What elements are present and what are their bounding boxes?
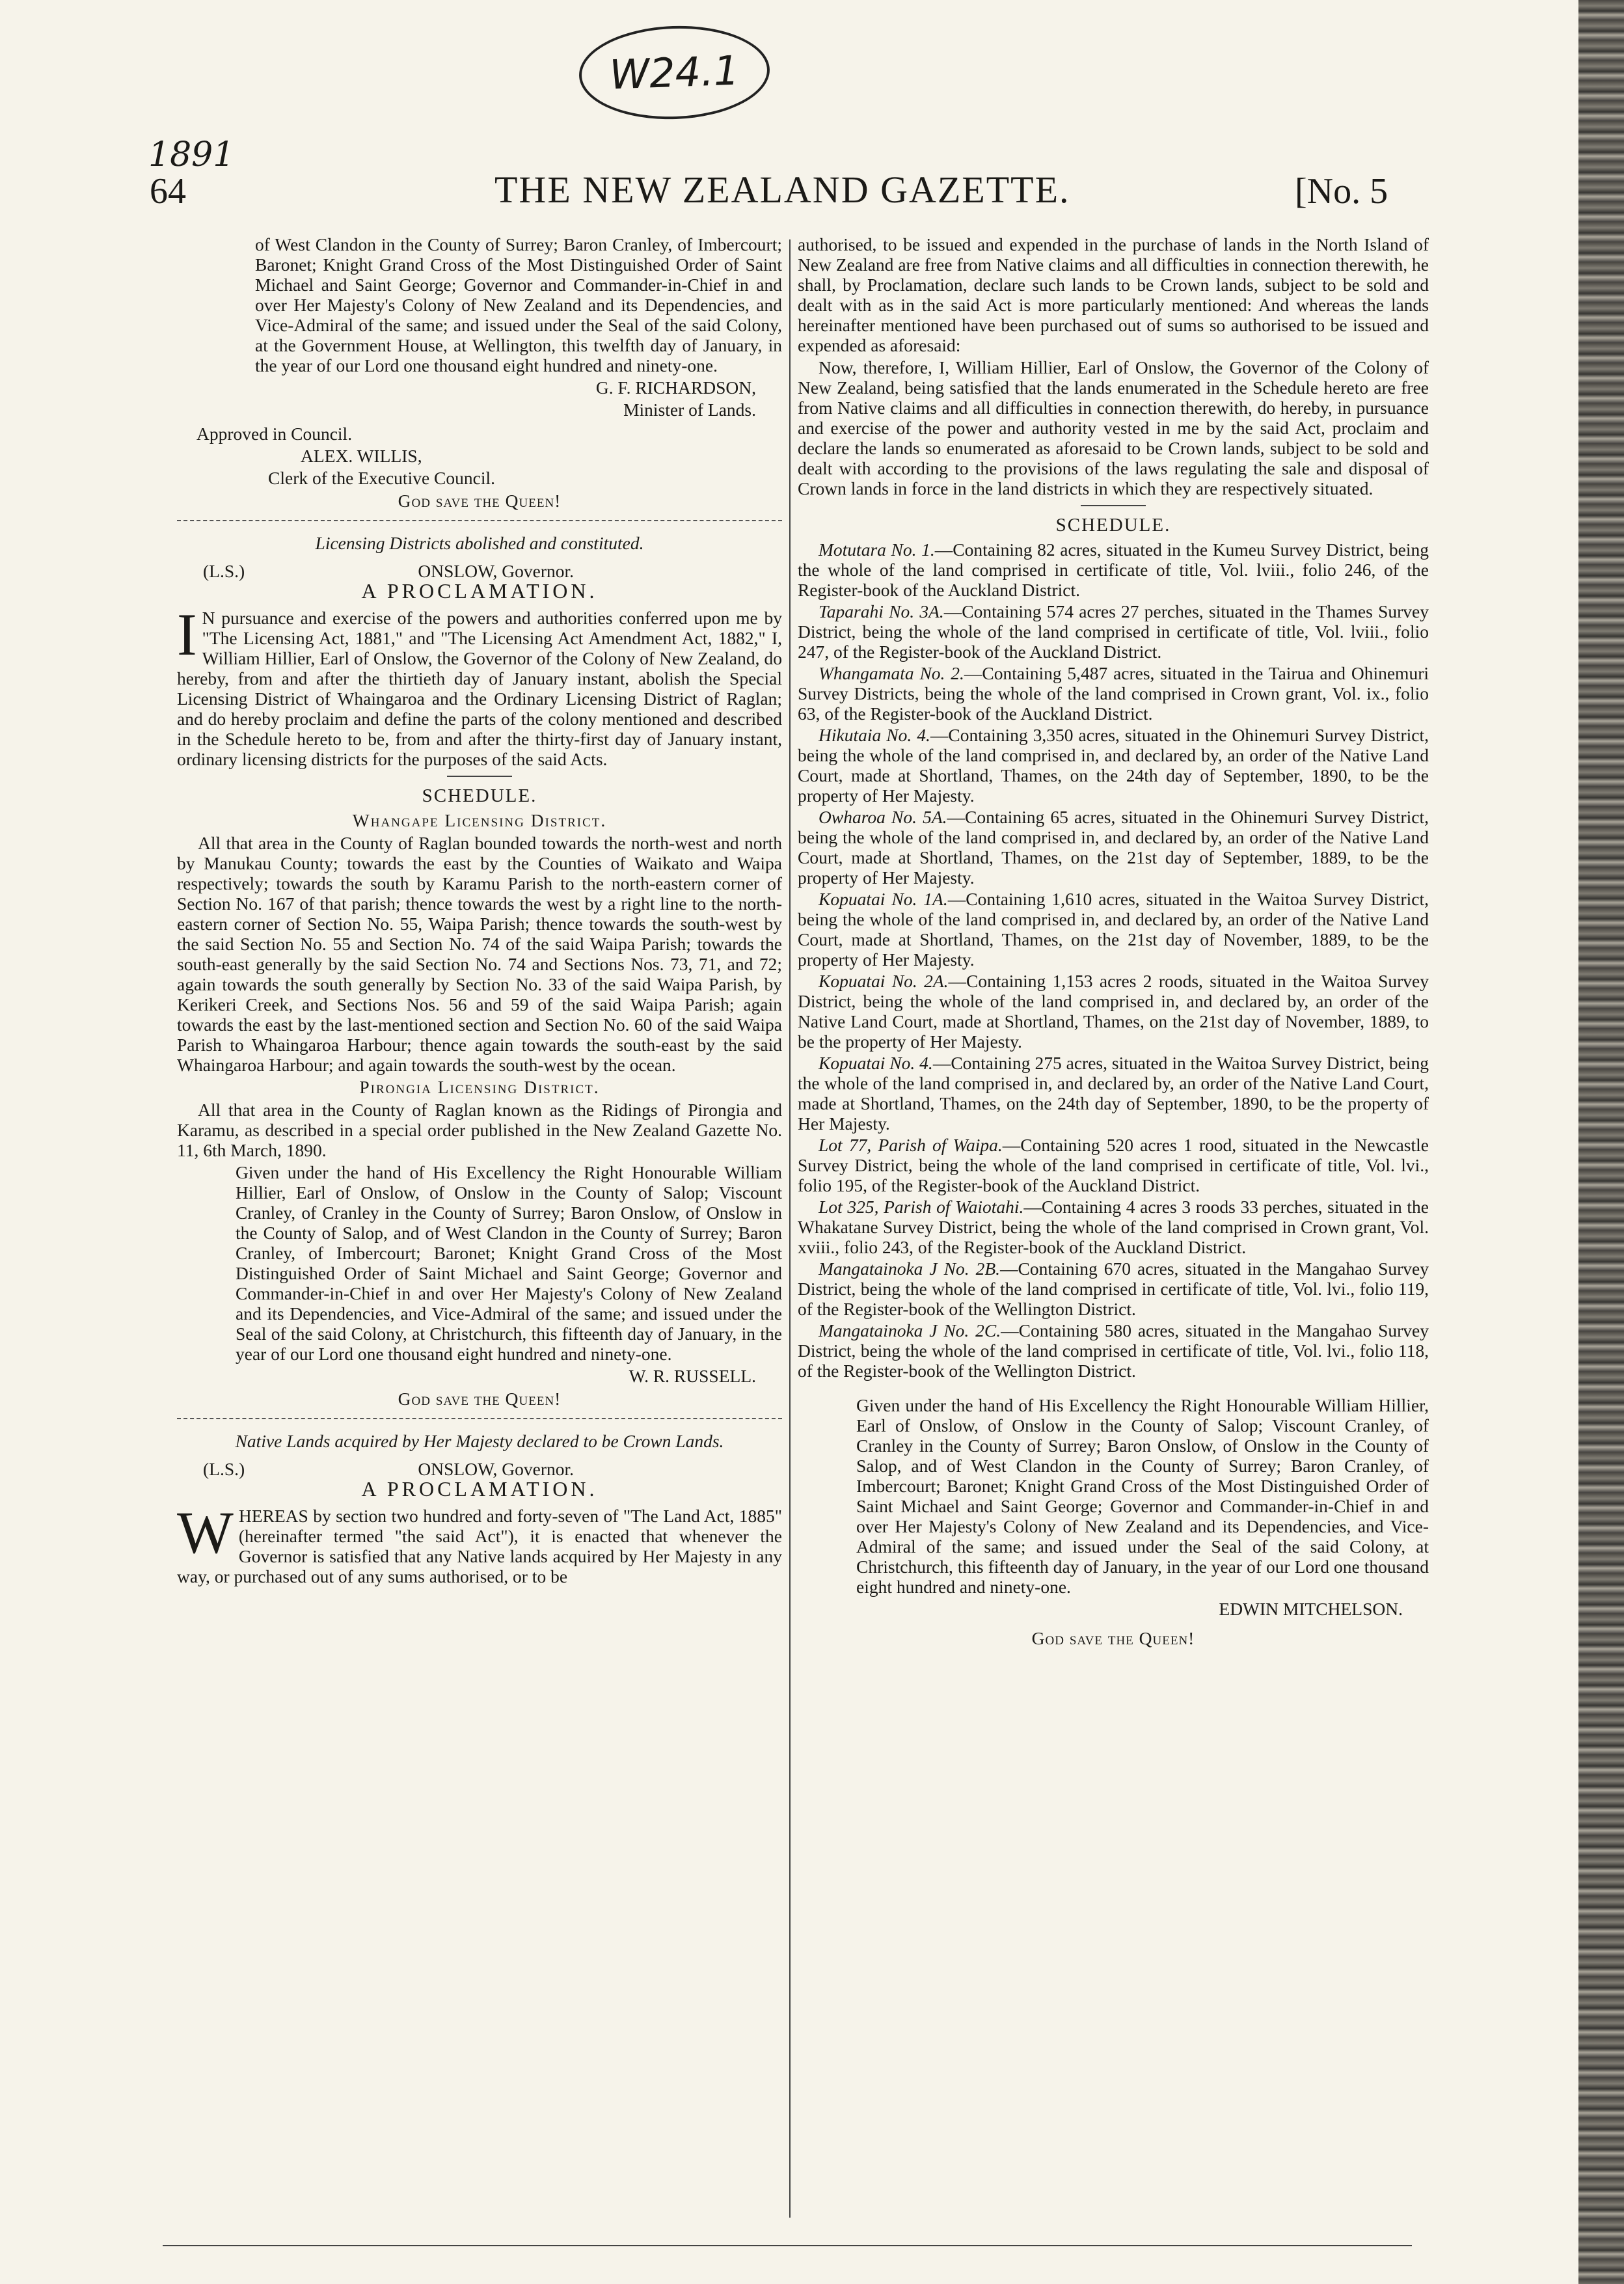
entry-name: Hikutaia No. 4. bbox=[819, 725, 930, 745]
entry-name: Motutara No. 1. bbox=[819, 539, 935, 560]
governor-line: ONSLOW, Governor. bbox=[418, 1459, 574, 1479]
right-column bbox=[798, 234, 1429, 1651]
district-text-pirongia: All that area in the County of Raglan known as the Ridings of Pirongia and Karamu, as described in a special order published in the New Zealand Gazette No. 11, 6th March, 1890. bbox=[177, 1100, 782, 1160]
entry-name: Mangatainoka J No. 2B. bbox=[819, 1258, 1001, 1279]
approved-in-council: Approved in Council. bbox=[196, 424, 353, 444]
short-rule bbox=[1081, 505, 1146, 506]
god-save-the-queen: God save the Queen! bbox=[1031, 1628, 1195, 1648]
proclamation-body bbox=[177, 601, 782, 769]
entry-text: —Containing 670 acres, situated in the Mangahao Survey District, being the whole of the land comprised in certificate of title, Vol. lvi., folio 119, of the Register-book of the Wellington District. bbox=[798, 1258, 1429, 1319]
signatory-title: Minister of Lands. bbox=[623, 400, 756, 420]
section-divider bbox=[177, 1418, 782, 1419]
schedule-entry bbox=[798, 1320, 1429, 1381]
district-text-whangape: All that area in the County of Raglan bounded towards the north-west and north by Manukau County; towards the east by the Counties of Waikato and Waipa respectively; towards the south by Karamu Parish to the north-eastern corner of Section No. 167 of that parish; thence towards the west by a right line to the north-eastern corner of Section No. 55, Waipa Parish; thence towards the south-west by the said Section No. 55 and Section No. 74 of the said Waipa Parish; towards the south-east generally by the said Section No. 74 and Sections Nos. 73, 71, and 72; again towards the south generally by Section No. 33 of the said Waipa Parish, by Kerikeri Creek, and Sections Nos. 56 and 59 of the said Waipa Parish; again towards the east by the last-mentioned section and Section No. 60 of the said Waipa Parish to Whaingaroa Harbour; thence again towards the south-east by the said Whaingaroa Harbour; and again towards the south-west by the ocean. bbox=[177, 833, 782, 1075]
entry-text: —Containing 1,610 acres, situated in the Waitoa Survey District, being the whole of the land comprised in, and declared by, an order of the Native Land Court, made at Shortland, Thames, on the 21st day of November, 1889, to be the property of Her Majesty. bbox=[798, 889, 1429, 970]
god-save-the-queen: God save the Queen! bbox=[398, 491, 562, 511]
entry-name: Whangamata No. 2. bbox=[819, 663, 964, 683]
seal-row bbox=[177, 561, 782, 581]
schedule-entry bbox=[798, 539, 1429, 600]
section-heading-licensing: Licensing Districts abolished and constituted. bbox=[315, 533, 644, 553]
page-number: 64 bbox=[150, 171, 186, 211]
given-under-hand: Given under the hand of His Excellency the Right Honourable William Hillier, Earl of Onslow, of Onslow in the County of Salop; Viscount Cranley, of Cranley in the County of Surrey; Baron Onslow, of Onslow in the County of Salop, and of West Clandon in the County of Surrey; Baron Cranley, of Imbercourt; Baronet; Knight Grand Cross of the Most Distinguished Order of Saint Michael and Saint George; Governor and Commander-in-Chief in and over Her Majesty's Colony of New Zealand and its Dependencies, and Vice-Admiral of the same; and issued under the Seal of the said Colony, at Christchurch, this fifteenth day of January, in the year of our Lord one thousand eight hundred and ninety-one. bbox=[236, 1162, 782, 1364]
signatory-mitchelson: EDWIN MITCHELSON. bbox=[1219, 1599, 1403, 1619]
entry-text: —Containing 5,487 acres, situated in the Tairua and Ohinemuri Survey Districts, being the whole of the land comprised in Crown grant, Vol. ix., folio 63, of the Register-book of the Auckland District. bbox=[798, 663, 1429, 724]
proclamation-body bbox=[177, 1499, 782, 1586]
page-bottom-rule bbox=[163, 2245, 1412, 2246]
entry-text: —Containing 3,350 acres, situated in the Ohinemuri Survey District, being the whole of the land comprised in, and declared by, an order of the Native Land Court, made at Shortland, Thames, on the 24th day of September, 1890, to be the property of Her Majesty. bbox=[798, 725, 1429, 806]
entry-name: Owharoa No. 5A. bbox=[819, 807, 947, 827]
now-therefore-text: Now, therefore, I, William Hillier, Earl of Onslow, the Governor of the Colony of New Zealand, being satisfied that the lands enumerated in the Schedule hereto are free from Native claims and all difficulties in connection therewith, do hereby, in pursuance and exercise of the power and authority vested in me by the said Act, proclaim and declare the lands so enumerated as aforesaid to be Crown lands, subject to be sold and dealt with according to the provisions of the laws regulating the sale and disposal of Crown lands in force in the land districts in which they are respectively situated. bbox=[798, 357, 1429, 498]
clerk-title: Clerk of the Executive Council. bbox=[268, 468, 496, 488]
district-title-whangape: Whangape Licensing District. bbox=[352, 810, 607, 830]
proclamation-continuation: of West Clandon in the County of Surrey; Baron Cranley, of Imbercourt; Baronet; Knight Grand Cross of the Most Distinguished Order of Saint Michael and Saint George; Governor and Commander-in-Chief in and over Her Majesty's Colony of New Zealand and its Dependencies, and Vice-Admiral of the same; and issued under the Seal of the said Colony, at the Government House, at Wellington, this twelfth day of January, in the year of our Lord one thousand eight hundred and ninety-one. bbox=[255, 234, 782, 375]
section-heading-native-lands: Native Lands acquired by Her Majesty declared to be Crown Lands. bbox=[235, 1431, 724, 1451]
schedule-entry bbox=[798, 1053, 1429, 1134]
given-under-hand: Given under the hand of His Excellency the Right Honourable William Hillier, Earl of Onslow, of Onslow in the County of Salop; Viscount Cranley, of Cranley in the County of Surrey; Baron Onslow, of Onslow in the County of Salop, and of West Clandon in the County of Surrey; Baron Cranley, of Imbercourt; Baronet; Knight Grand Cross of the Most Distinguished Order of Saint Michael and Saint George; Governor and Commander-in-Chief in and over Her Majesty's Colony of New Zealand and its Dependencies, and Vice-Admiral of the same; and issued under the Seal of the said Colony, at Christchurch, this fifteenth day of January, in the year of our Lord one thousand eight hundred and ninety-one. bbox=[856, 1395, 1429, 1597]
schedule-entry bbox=[798, 889, 1429, 970]
archive-stamp: W24.1 bbox=[578, 23, 772, 122]
proclamation-text: HEREAS by section two hundred and forty-seven of "The Land Act, 1885" (hereinafter termed "the said Act"), it is enacted that whenever the Governor is satisfied that any Native lands acquired by Her Majesty in any way, or purchased out of any sums authorised, or to be bbox=[177, 1506, 782, 1586]
proclamation-continuation: authorised, to be issued and expended in the purchase of lands in the North Island of New Zealand are free from Native claims and all difficulties in connection therewith, he shall, by Proclamation, declare such lands to be Crown lands, subject to be sold and dealt with as in the said Act is more particularly mentioned: And whereas the lands hereinafter mentioned have been purchased out of sums so authorised to be issued and expended as aforesaid: bbox=[798, 234, 1429, 355]
ls-mark: (L.S.) bbox=[203, 1459, 245, 1479]
schedule-entry bbox=[798, 725, 1429, 806]
signatory-russell: W. R. RUSSELL. bbox=[629, 1366, 756, 1386]
schedule-entry bbox=[798, 1197, 1429, 1257]
issue-number: [No. 5 bbox=[1295, 171, 1388, 211]
handwritten-year: 1891 bbox=[148, 135, 235, 174]
short-rule bbox=[447, 776, 512, 777]
scan-edge bbox=[1578, 0, 1624, 2284]
entry-name: Kopuatai No. 4. bbox=[819, 1053, 933, 1073]
left-column bbox=[177, 234, 782, 1588]
district-title-pirongia: Pirongia Licensing District. bbox=[359, 1077, 600, 1097]
drop-cap: W bbox=[177, 1499, 234, 1566]
schedule-entry bbox=[798, 1135, 1429, 1195]
seal-row bbox=[177, 1459, 782, 1479]
entry-text: —Containing 65 acres, situated in the Ohinemuri Survey District, being the whole of the land comprised in, and declared by, an order of the Native Land Court, made at Shortland, Thames, on the 21st day of September, 1889, to be the property of Her Majesty. bbox=[798, 807, 1429, 888]
ls-mark: (L.S.) bbox=[203, 561, 245, 581]
clerk-name: ALEX. WILLIS, bbox=[301, 446, 422, 466]
god-save-the-queen: God save the Queen! bbox=[398, 1389, 562, 1409]
schedule-entry bbox=[798, 601, 1429, 662]
entry-text: —Containing 580 acres, situated in the Mangahao Survey District, being the whole of the land comprised in certificate of title, Vol. lvi., folio 118, of the Register-book of the Wellington District. bbox=[798, 1320, 1429, 1381]
proclamation-title: A PROCLAMATION. bbox=[361, 579, 598, 603]
drop-cap: I bbox=[177, 601, 197, 668]
schedule-title: SCHEDULE. bbox=[1055, 515, 1171, 536]
entry-text: —Containing 275 acres, situated in the Waitoa Survey District, being the whole of the land comprised in, and declared by, an order of the Native Land Court, made at Shortland, Thames, on the 24th day of September, 1890, to be the property of Her Majesty. bbox=[798, 1053, 1429, 1134]
signatory-richardson: G. F. RICHARDSON, bbox=[595, 377, 756, 398]
entry-text: —Containing 574 acres 27 perches, situated in the Thames Survey District, being the whole of the land comprised in certificate of title, Vol. lviii., folio 247, of the Register-book of the Auckland District. bbox=[798, 601, 1429, 662]
entry-name: Lot 77, Parish of Waipa. bbox=[819, 1135, 1003, 1155]
proclamation-text: N pursuance and exercise of the powers and authorities conferred upon me by "The Licensing Act, 1881," and "The Licensing Act Amendment Act, 1882," I, William Hillier, Earl of Onslow, the Governor of the Colony of New Zealand, do hereby, from and after the thirtieth day of January instant, abolish the Special Licensing District of Whaingaroa and the Ordinary Licensing District of Raglan; and do hereby proclaim and define the parts of the colony mentioned and described in the Schedule hereto to be, from and after the thirty-first day of January instant, ordinary licensing districts for the purposes of the said Acts. bbox=[177, 608, 782, 769]
entry-name: Lot 325, Parish of Waiotahi. bbox=[819, 1197, 1024, 1217]
schedule-title: SCHEDULE. bbox=[422, 785, 537, 806]
entry-name: Kopuatai No. 2A. bbox=[819, 971, 949, 991]
entry-text: —Containing 520 acres 1 rood, situated in the Newcastle Survey District, being the whole of the land comprised in certificate of title, Vol. lvi., folio 195, of the Register-book of the Auckland District. bbox=[798, 1135, 1429, 1195]
entry-text: —Containing 1,153 acres 2 roods, situated in the Waitoa Survey District, being the whole of the land comprised in, and declared by, an order of the Native Land Court, made at Shortland, Thames, on the 21st day of November, 1889, to be the property of Her Majesty. bbox=[798, 971, 1429, 1052]
schedule-entry bbox=[798, 807, 1429, 888]
schedule-entry bbox=[798, 1258, 1429, 1319]
entry-name: Mangatainoka J No. 2C. bbox=[819, 1320, 1001, 1340]
section-divider bbox=[177, 520, 782, 521]
entry-name: Taparahi No. 3A. bbox=[819, 601, 944, 621]
entry-text: —Containing 82 acres, situated in the Kumeu Survey District, being the whole of the land comprised in certificate of title, Vol. lviii., folio 246, of the Register-book of the Auckland District. bbox=[798, 539, 1429, 600]
schedule-entry bbox=[798, 971, 1429, 1052]
schedule-entry bbox=[798, 663, 1429, 724]
proclamation-title: A PROCLAMATION. bbox=[361, 1477, 598, 1501]
entry-name: Kopuatai No. 1A. bbox=[819, 889, 948, 909]
governor-line: ONSLOW, Governor. bbox=[418, 561, 574, 581]
column-divider bbox=[789, 239, 791, 2218]
entry-text: —Containing 4 acres 3 roods 33 perches, situated in the Whakatane Survey District, being the whole of the land comprised in Crown grant, Vol. xviii., folio 243, of the Register-book of the Auckland District. bbox=[798, 1197, 1429, 1257]
gazette-title: THE NEW ZEALAND GAZETTE. bbox=[494, 169, 1070, 211]
